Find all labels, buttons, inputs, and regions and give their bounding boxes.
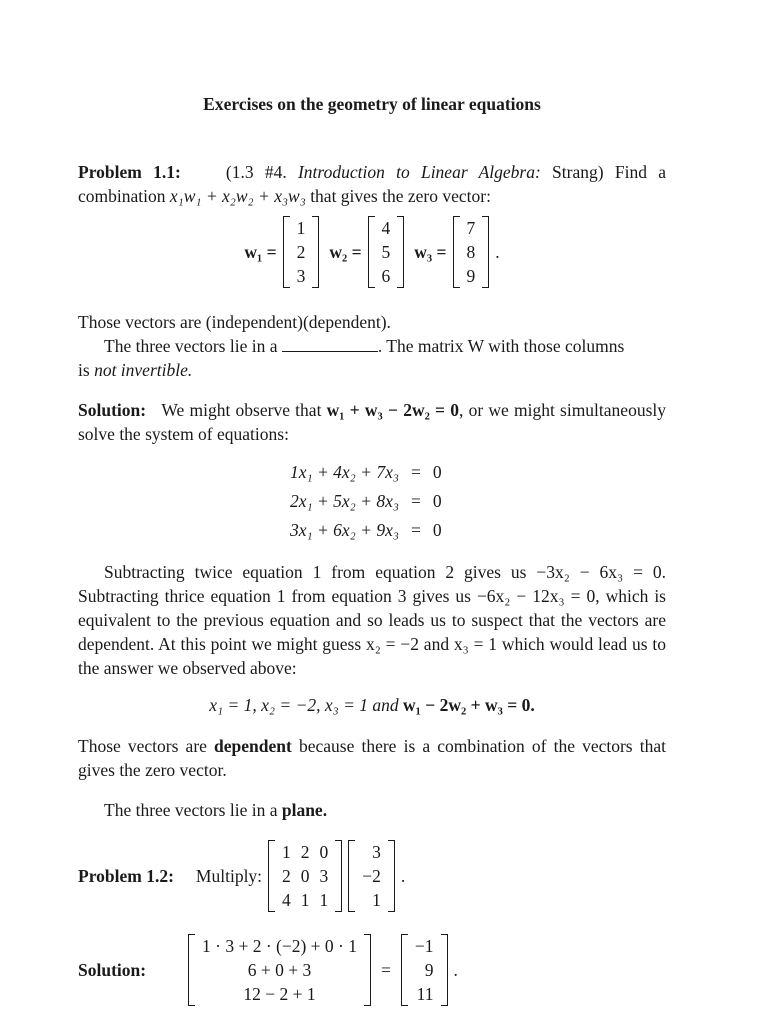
source-ref: (1.3 #4. xyxy=(225,162,298,182)
expansion-row: 12 − 2 + 1 xyxy=(243,984,316,1004)
equation-rhs: 0 xyxy=(432,462,442,482)
w1-entry: 1 xyxy=(296,218,306,238)
matrix-entry: 1 xyxy=(282,842,291,862)
w2-vector xyxy=(368,216,405,288)
matrix-a xyxy=(268,840,342,912)
page-title: Exercises on the geometry of linear equations xyxy=(203,94,541,114)
equation-lhs: 1x₁ + 4x₂ + 7x₃ xyxy=(290,462,399,482)
matrix-entry: 2 xyxy=(300,842,310,862)
dependent-statement xyxy=(78,734,666,782)
dependent-word: dependent xyxy=(214,736,292,756)
result-entry: 9 xyxy=(424,960,434,980)
solution-1-intro xyxy=(78,398,666,446)
w3-entry: 7 xyxy=(466,218,476,238)
result-entry: 11 xyxy=(416,984,434,1004)
problem-period: . xyxy=(400,866,406,886)
w1-vector xyxy=(283,216,320,288)
equation-lhs: 2x₁ + 5x₂ + 8x₃ xyxy=(290,491,399,511)
w2-entry: 4 xyxy=(381,218,391,238)
not-text-a: is xyxy=(78,360,95,380)
solution-label: Solution: xyxy=(78,960,147,980)
lie-text-a: The three vectors lie in a xyxy=(104,336,282,356)
source-book: Introduction to Linear Algebra: xyxy=(297,162,541,182)
equation-rhs: 0 xyxy=(432,491,442,511)
not-invertible-text: not invertible. xyxy=(94,360,193,380)
expansion-row: 1 · 3 + 2 · (−2) + 0 · 1 xyxy=(202,936,357,956)
solution-text-a: We might observe that xyxy=(156,400,327,420)
equals-sign: = xyxy=(381,960,391,980)
answer-values: x₁ = 1, x₂ = −2, x₃ = 1 and xyxy=(209,695,404,715)
w2-label: w₂ = xyxy=(329,242,362,262)
w1-entry: 2 xyxy=(296,242,306,262)
vector-definitions xyxy=(78,216,666,288)
w1-label: w₁ = xyxy=(244,242,277,262)
vector-entry: 1 xyxy=(372,890,381,910)
dependent-text-a: Those vectors are xyxy=(78,736,215,756)
answer-relation: w₁ − 2w₂ + w₃ = 0. xyxy=(403,695,535,715)
plane-word: plane. xyxy=(281,800,328,820)
equation-rhs: 0 xyxy=(432,520,442,540)
equals-sign: = xyxy=(410,520,421,540)
answer-blank xyxy=(282,337,378,352)
statement-text-b: that gives the zero vector: xyxy=(305,186,491,206)
plane-statement xyxy=(78,798,666,822)
equals-sign: = xyxy=(410,491,421,511)
solution-1-2 xyxy=(78,934,666,1006)
matrix-entry: 2 xyxy=(282,866,291,886)
statement-text-a: Find a combination xyxy=(78,162,666,206)
not-invertible-line xyxy=(78,358,666,382)
dependent-text-b: because there is a combination of the vectors that gives the zero vector. xyxy=(78,736,666,780)
expansion-row: 6 + 0 + 3 xyxy=(247,960,312,980)
equation-system xyxy=(284,458,448,545)
choice-line: Those vectors are (independent)(dependent). xyxy=(78,312,391,332)
problem-1-1-statement xyxy=(78,160,666,208)
matrix-entry: 0 xyxy=(319,842,329,862)
vector-entry: −2 xyxy=(362,866,381,886)
w1-entry: 3 xyxy=(296,266,306,286)
source-author: Strang) xyxy=(540,162,604,182)
plane-text-a: The three vectors lie in a xyxy=(104,800,282,820)
problem-1-2 xyxy=(78,840,666,912)
problem-label: Problem 1.2: xyxy=(78,866,174,886)
multiply-label: Multiply: xyxy=(195,866,263,886)
result-entry: −1 xyxy=(414,936,434,956)
solution-text-b: , or we might simultaneously solve the system of equations: xyxy=(78,400,666,444)
lie-in-line xyxy=(78,334,666,358)
vector-entry: 3 xyxy=(372,842,381,862)
result-vector xyxy=(401,934,448,1006)
vector-relation: w₁ + w₃ − 2w₂ = 0 xyxy=(326,400,459,420)
matrix-entry: 0 xyxy=(300,866,310,886)
w3-label: w₃ = xyxy=(414,242,447,262)
answer-line xyxy=(78,693,666,717)
vector-x xyxy=(348,840,395,912)
w2-entry: 5 xyxy=(381,242,391,262)
w2-entry: 6 xyxy=(381,266,391,286)
lie-text-b: . The matrix W with those columns xyxy=(377,336,625,356)
combination-expression: x₁w₁ + x₂w₂ + x₃w₃ xyxy=(169,186,306,206)
matrix-entry: 4 xyxy=(282,890,291,910)
equals-sign: = xyxy=(410,462,421,482)
matrix-entry: 3 xyxy=(319,866,329,886)
solution-label: Solution: xyxy=(78,400,147,420)
solution-period: . xyxy=(453,960,458,980)
matrix-entry: 1 xyxy=(300,890,310,910)
problem-label: Problem 1.1: xyxy=(78,162,181,182)
vectors-period: . xyxy=(495,242,500,262)
w3-vector xyxy=(453,216,490,288)
equation-lhs: 3x₁ + 6x₂ + 9x₃ xyxy=(290,520,399,540)
matrix-entry: 1 xyxy=(319,890,329,910)
w3-entry: 9 xyxy=(466,266,476,286)
product-expansion xyxy=(188,934,371,1006)
w3-entry: 8 xyxy=(466,242,476,262)
elimination-paragraph: Subtracting twice equation 1 from equation 2 gives us −3x₂ − 6x₃ = 0. Subtracting thrice equation 1 from equation 3 gives us −6x₂ − 12x₃ = 0, which is equivalent to the previous equation and so leads us to suspect that the vectors are dependent. At this point we might guess x₂ = −2 and x₃ = 1 which would lead us to the answer we observed above: xyxy=(78,562,666,678)
